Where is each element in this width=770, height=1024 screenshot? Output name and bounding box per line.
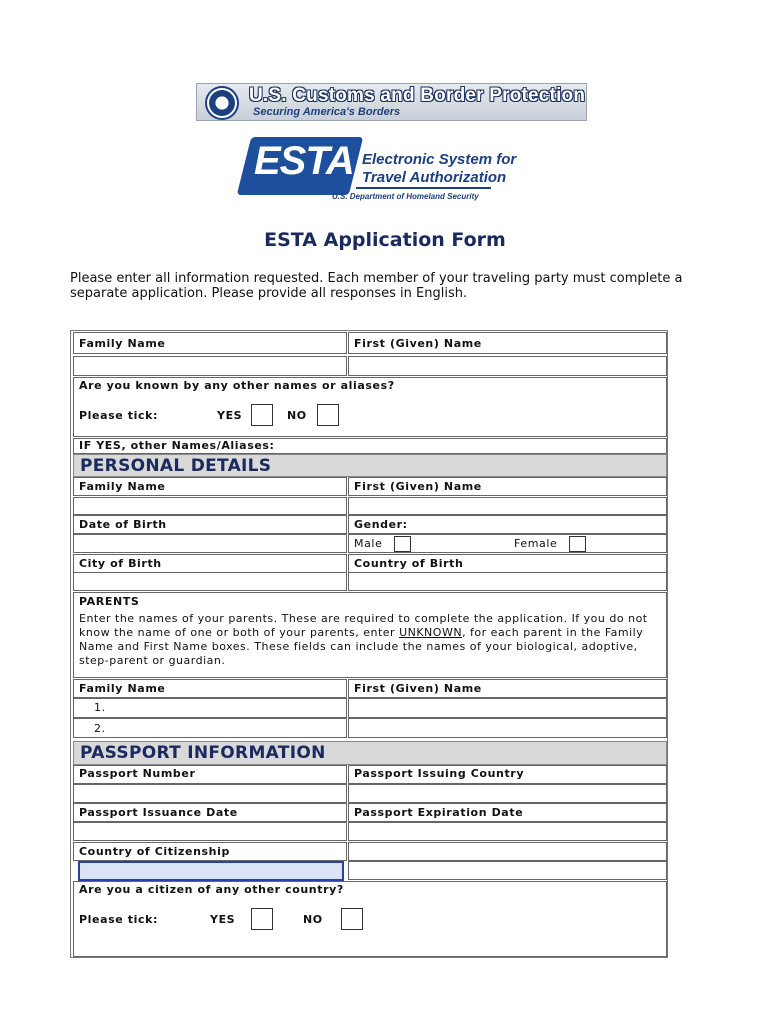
parents-cell (73, 592, 667, 678)
parents-heading: PARENTS (79, 595, 140, 608)
gender-label-cell (348, 515, 667, 534)
parent1-family-name-input[interactable] (73, 698, 347, 718)
page-title: ESTA Application Form (264, 229, 506, 251)
family-name-label-cell (73, 332, 347, 354)
dhs-seal-icon (205, 86, 239, 120)
esta-name-line1: Electronic System for (362, 151, 517, 168)
first-name-input[interactable] (348, 356, 667, 376)
aliases-cell (73, 377, 667, 437)
passport-issuance-date-label: Passport Issuance Date (79, 806, 238, 819)
issuance-date-label-cell (73, 803, 347, 822)
country-of-birth-input[interactable] (348, 572, 667, 591)
passport-number-input[interactable] (73, 784, 347, 803)
other-citizen-no-checkbox[interactable] (341, 908, 363, 930)
aliases-yes-checkbox[interactable] (251, 404, 273, 426)
family-name-input[interactable] (73, 356, 347, 376)
no-label: NO (287, 409, 307, 422)
female-label: Female (514, 537, 558, 550)
agency-title: U.S. Customs and Border Protection (249, 85, 586, 106)
parent2-family-name-input[interactable] (73, 718, 347, 738)
citizen-yes-label: YES (210, 913, 236, 926)
expiration-date-label-cell (348, 803, 667, 822)
citizenship-blank-cell (348, 842, 667, 861)
dob-input[interactable] (73, 534, 347, 553)
passport-issuance-date-input[interactable] (73, 822, 347, 841)
gender-label: Gender: (354, 518, 408, 531)
parents-first-name-label-cell (348, 679, 667, 698)
personal-details-title: PERSONAL DETAILS (80, 456, 272, 476)
dhs-text: U.S. Department of Homeland Security (332, 192, 479, 201)
male-checkbox[interactable] (394, 536, 411, 552)
citizen-no-label: NO (303, 913, 323, 926)
other-citizen-yes-checkbox[interactable] (251, 908, 273, 930)
country-label-cell (348, 554, 667, 573)
pd-first-name-label-cell (348, 477, 667, 496)
aliases-no-checkbox[interactable] (317, 404, 339, 426)
parents-text-after: , for each parent in the Family Name and First Name boxes. These fields can include the names of your biological, adoptive, step-parent or guardian. (79, 626, 644, 667)
personal-details-header (73, 454, 667, 477)
pd-first-name-label: First (Given) Name (354, 480, 482, 493)
please-tick-label-2: Please tick: (79, 913, 159, 926)
parent2-first-name-input[interactable] (348, 718, 667, 738)
esta-logo-block (196, 121, 587, 208)
passport-issuing-country-label: Passport Issuing Country (354, 767, 525, 780)
first-name-label-cell (348, 332, 667, 354)
gender-options-cell (348, 534, 667, 553)
other-citizen-question: Are you a citizen of any other country? (79, 883, 344, 896)
parent1-number: 1. (94, 701, 106, 714)
intro-text: Please enter all information requested. Each member of your traveling party must complete a separate application. Please provide all responses in English. (70, 271, 683, 301)
parents-unknown: UNKNOWN (399, 626, 463, 639)
parent1-first-name-input[interactable] (348, 698, 667, 718)
country-of-birth-label: Country of Birth (354, 557, 464, 570)
passport-info-title: PASSPORT INFORMATION (80, 743, 326, 763)
city-of-birth-input[interactable] (73, 572, 347, 591)
pd-family-name-input[interactable] (73, 497, 347, 515)
country-of-citizenship-label: Country of Citizenship (79, 845, 230, 858)
city-of-birth-label: City of Birth (79, 557, 162, 570)
passport-info-header (73, 741, 667, 765)
pd-first-name-input[interactable] (348, 497, 667, 515)
agency-tagline: Securing America's Borders (253, 106, 401, 118)
esta-divider (356, 187, 491, 189)
aliases-question: Are you known by any other names or aliases? (79, 379, 395, 392)
dob-label-cell (73, 515, 347, 534)
citizenship-label-cell (73, 842, 347, 861)
pd-family-name-label-cell (73, 477, 347, 496)
yes-label: YES (217, 409, 243, 422)
esta-logo-text: ESTA (254, 139, 354, 183)
cbp-banner (196, 83, 587, 121)
country-of-citizenship-input[interactable] (78, 861, 344, 881)
parents-instructions (79, 612, 667, 668)
esta-name-line2: Travel Authorization (362, 169, 507, 186)
first-name-label: First (Given) Name (354, 337, 482, 350)
passport-number-label: Passport Number (79, 767, 196, 780)
passport-issuing-country-label-cell (348, 765, 667, 784)
if-yes-cell (73, 438, 667, 454)
parents-family-name-label-cell (73, 679, 347, 698)
city-label-cell (73, 554, 347, 573)
parents-family-name-label: Family Name (79, 682, 166, 695)
if-yes-label: IF YES, other Names/Aliases: (79, 439, 275, 452)
citizenship-blank-cell-2 (348, 861, 667, 880)
parents-first-name-label: First (Given) Name (354, 682, 482, 695)
other-citizenship-cell (73, 881, 667, 957)
female-checkbox[interactable] (569, 536, 586, 552)
family-name-label: Family Name (79, 337, 166, 350)
pd-family-name-label: Family Name (79, 480, 166, 493)
passport-number-label-cell (73, 765, 347, 784)
passport-expiration-date-label: Passport Expiration Date (354, 806, 524, 819)
passport-issuing-country-input[interactable] (348, 784, 667, 803)
male-label: Male (354, 537, 383, 550)
parent2-number: 2. (94, 722, 106, 735)
please-tick-label: Please tick: (79, 409, 159, 422)
passport-expiration-date-input[interactable] (348, 822, 667, 841)
parents-text-before: Enter the names of your parents. These are required to complete the application. If you do not know the name of one or both of your parents, enter (79, 612, 648, 639)
dob-label: Date of Birth (79, 518, 167, 531)
